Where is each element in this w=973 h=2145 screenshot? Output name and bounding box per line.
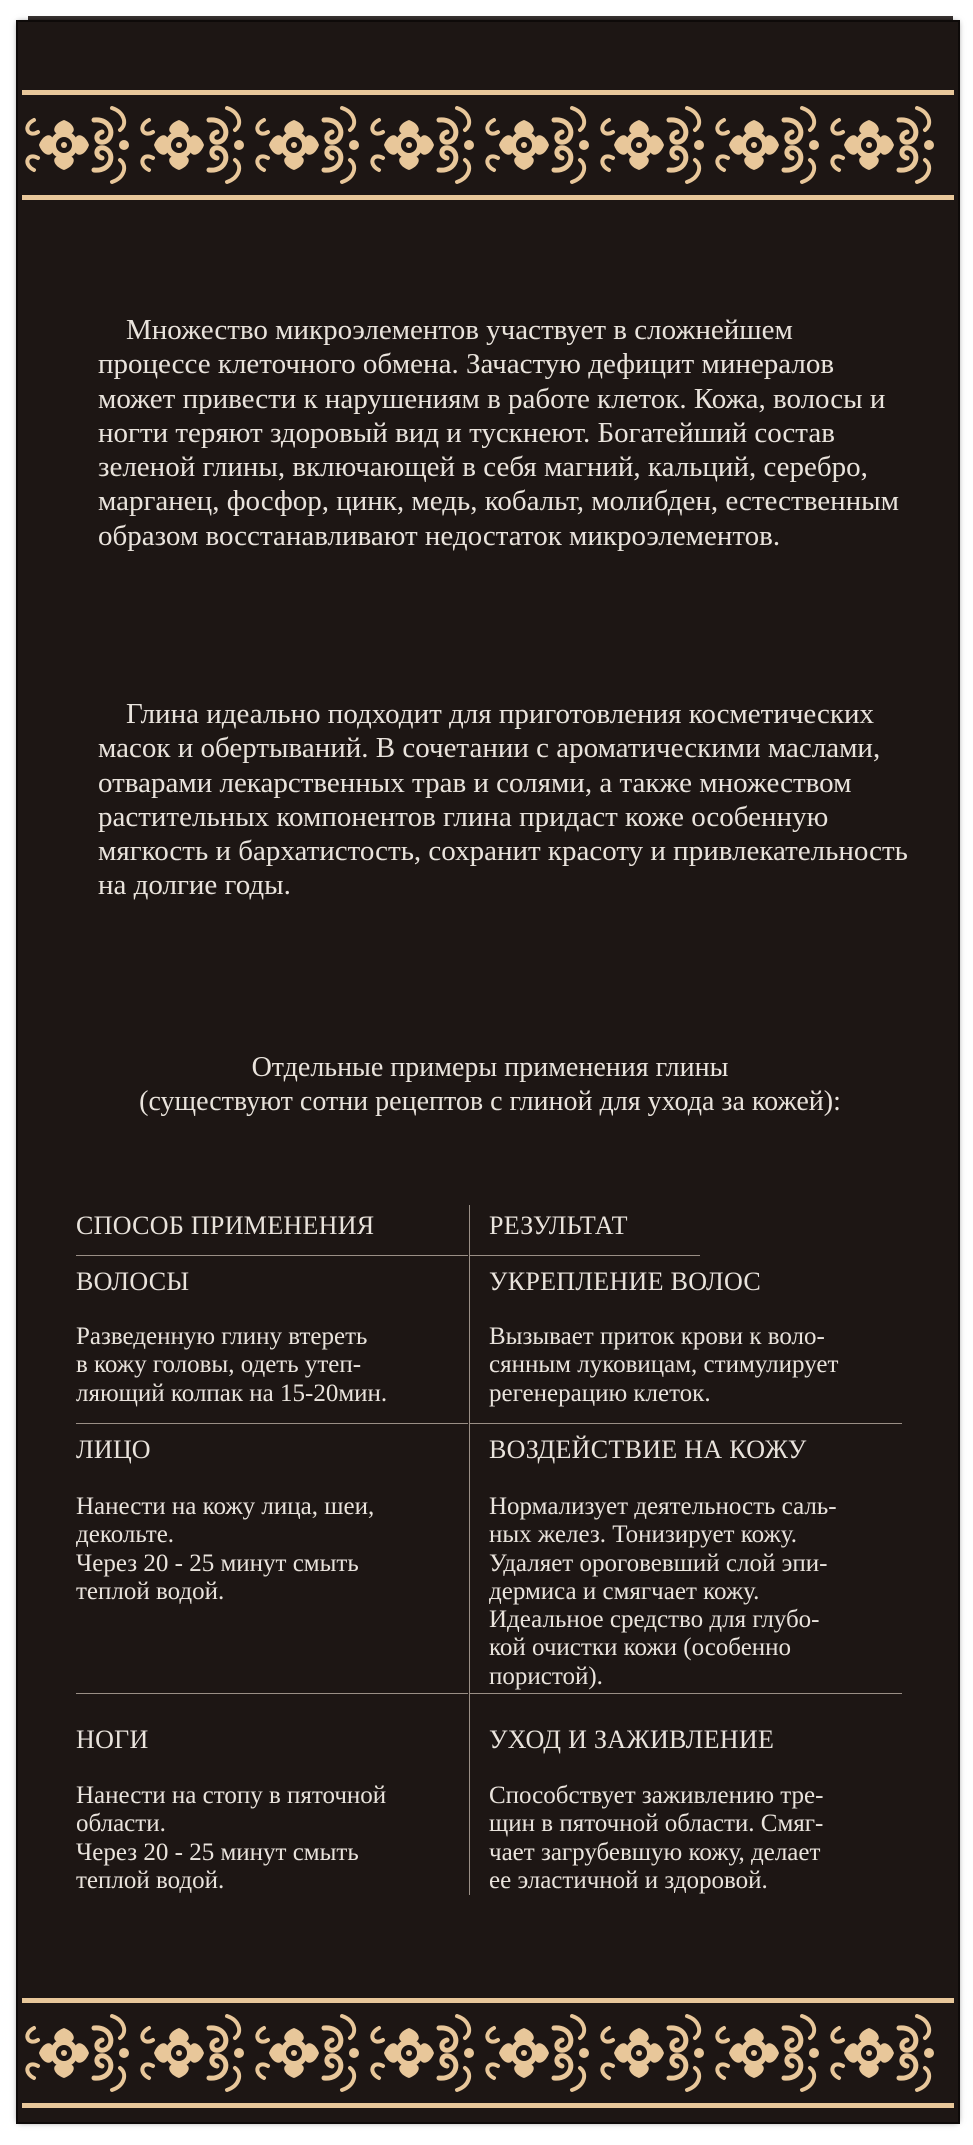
result-line: сянным луковицам, стимулирует xyxy=(489,1351,839,1379)
floral-scroll-ornament-icon xyxy=(22,1998,954,2108)
usage-table xyxy=(76,1205,936,1895)
result-line: кой очистки кожи (особенно xyxy=(489,1634,792,1662)
header-method: СПОСОБ ПРИМЕНЕНИЯ xyxy=(76,1211,375,1240)
examples-title-line-2: (существуют сотни рецептов с глиной для ухода за кожей): xyxy=(139,1086,841,1117)
method-line: декольте. xyxy=(76,1521,175,1549)
method-line: Через 20 - 25 минут смыть xyxy=(76,1549,359,1577)
row-divider-2-left xyxy=(76,1693,468,1694)
result-line: Удаляет ороговевший слой эпи- xyxy=(489,1549,828,1577)
row-face-effect: ВОЗДЕЙСТВИЕ НА КОЖУ xyxy=(489,1435,807,1464)
row-face-result xyxy=(489,1493,919,1691)
row-hair-area: ВОЛОСЫ xyxy=(76,1267,190,1296)
row-face-area: ЛИЦО xyxy=(76,1435,151,1464)
row-divider-2-right xyxy=(470,1693,902,1694)
result-line: ее эластичной и здоровой. xyxy=(489,1866,768,1894)
method-line: Нанести на стопу в пяточной xyxy=(76,1782,387,1809)
table-column-divider xyxy=(469,1205,470,1895)
row-feet-result xyxy=(489,1782,919,1895)
row-feet-area: НОГИ xyxy=(76,1725,149,1754)
result-line: регенерацию клеток. xyxy=(489,1379,711,1407)
top-ornament-band xyxy=(22,90,954,200)
examples-title xyxy=(60,1051,920,1119)
row-hair-result xyxy=(489,1323,919,1408)
intro-paragraph-1: Множество микроэлементов участвует в сложнейшем процессе клеточного обмена. Зачастую дефицит минералов может привести к нарушениям в работе клеток. Кожа, волосы и ногти теряют здоровый вид и тускнеют. Богатейший состав зеленой глины, включающей в себя магний, кальций, серебро, марганец, фосфор, цинк, медь, кобальт, молибден, естественным образом восстанавливают недостаток микроэлементов. xyxy=(98,314,899,552)
method-line: теплой водой. xyxy=(76,1577,225,1605)
floral-scroll-ornament-icon xyxy=(22,90,954,200)
method-line: теплой водой. xyxy=(76,1866,225,1894)
method-line: в кожу головы, одеть утеп- xyxy=(76,1351,362,1379)
method-line: Разведенную глину втереть xyxy=(76,1323,368,1350)
result-line: чает загрубевшую кожу, делает xyxy=(489,1838,821,1866)
result-line: пористой). xyxy=(489,1662,603,1690)
row-divider-1-right xyxy=(470,1423,902,1424)
header-divider-right xyxy=(470,1255,700,1256)
method-line: Через 20 - 25 минут смыть xyxy=(76,1838,359,1866)
method-line: ляющий колпак на 15-20мин. xyxy=(76,1379,388,1407)
row-face-method xyxy=(76,1493,466,1606)
intro-paragraph-2: Глина идеально подходит для приготовления косметических масок и обертываний. В сочетании с ароматическими маслами, отварами лекарственных трав и солями, а также множеством растительных компонентов глина придаст коже особенную мягкость и бархатистость, сохранит красоту и привлекательность на долгие годы. xyxy=(98,698,908,902)
examples-title-line-1: Отдельные примеры применения глины xyxy=(251,1052,729,1083)
row-divider-1-left xyxy=(76,1423,468,1424)
result-line: Вызывает приток крови к воло- xyxy=(489,1323,825,1350)
result-line: ных желез. Тонизирует кожу. xyxy=(489,1521,798,1549)
result-line: дермиса и смягчает кожу. xyxy=(489,1577,760,1605)
result-line: Нормализует деятельность саль- xyxy=(489,1493,837,1520)
bottom-ornament-band xyxy=(22,1998,954,2108)
row-feet-method xyxy=(76,1782,466,1895)
header-divider-left xyxy=(76,1255,468,1256)
header-result: РЕЗУЛЬТАТ xyxy=(489,1211,628,1240)
result-line: Идеальное средство для глубо- xyxy=(489,1606,820,1634)
method-line: Нанести на кожу лица, шеи, xyxy=(76,1493,375,1520)
method-line: области. xyxy=(76,1810,166,1838)
row-feet-effect: УХОД И ЗАЖИВЛЕНИЕ xyxy=(489,1725,775,1754)
row-hair-effect: УКРЕПЛЕНИЕ ВОЛОС xyxy=(489,1267,762,1296)
result-line: Способствует заживлению тре- xyxy=(489,1782,824,1809)
row-hair-method xyxy=(76,1323,466,1408)
result-line: щин в пяточной области. Смяг- xyxy=(489,1810,824,1838)
